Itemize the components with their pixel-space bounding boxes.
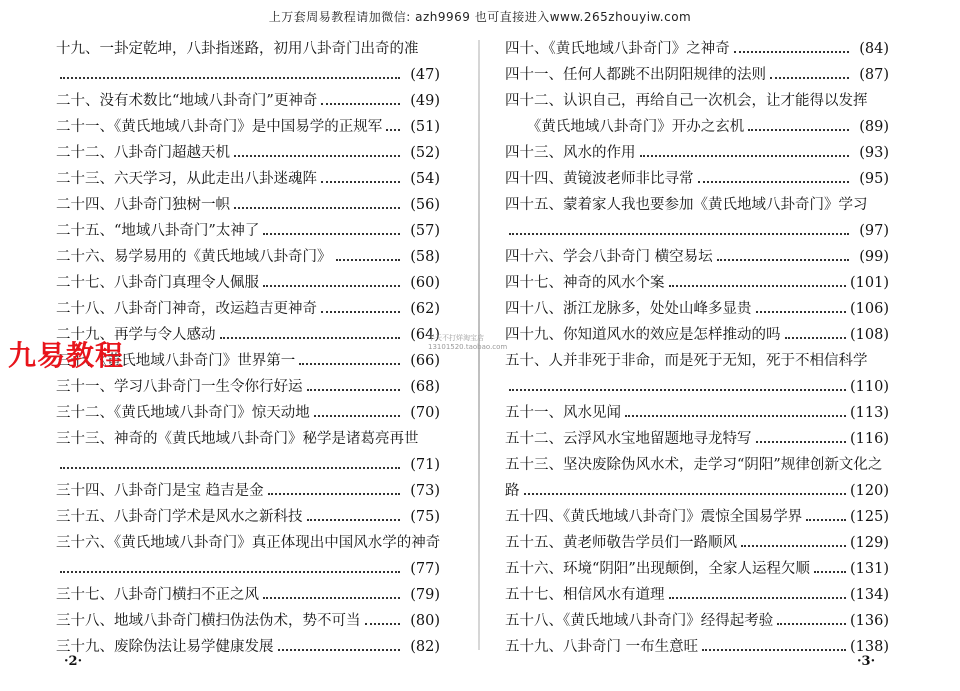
toc-dot-leader	[717, 259, 849, 261]
toc-entry-page: (73)	[410, 483, 440, 499]
toc-entry-title: 五十五、黄老师敬告学员们一路顺风	[505, 535, 737, 551]
toc-entry-page: (136)	[850, 613, 889, 629]
toc-dot-leader	[321, 103, 400, 105]
toc-entry	[56, 218, 440, 244]
toc-entry-page: (62)	[410, 301, 440, 317]
toc-entry-title: 五十三、坚决废除伪风水术，走学习“阴阳”规律创新文化之	[505, 457, 883, 473]
toc-dot-leader	[263, 233, 400, 235]
toc-entry	[505, 582, 889, 608]
toc-entry	[56, 582, 440, 608]
toc-entry-title: 二十三、六天学习，从此走出八卦迷魂阵	[56, 171, 317, 187]
watermark-line: 半天不打烊淘宝店	[428, 334, 484, 342]
toc-entry-page: (79)	[410, 587, 440, 603]
toc-entry	[56, 62, 440, 88]
toc-entry	[56, 608, 440, 634]
right-page-number: ·3·	[857, 654, 876, 669]
toc-entry-page: (54)	[410, 171, 440, 187]
toc-entry-page: (87)	[859, 67, 889, 83]
toc-entry	[505, 36, 889, 62]
toc-dot-leader	[321, 311, 400, 313]
toc-entry-page: (57)	[410, 223, 440, 239]
toc-entry-page: (66)	[410, 353, 440, 369]
toc-dot-leader	[299, 363, 400, 365]
right-page	[505, 36, 889, 660]
toc-entry	[56, 374, 440, 400]
toc-entry-title: 四十二、认识自己，再给自己一次机会，让才能得以发挥	[505, 93, 868, 109]
toc-entry-page: (58)	[410, 249, 440, 265]
toc-dot-leader	[625, 415, 846, 417]
toc-entry-page: (99)	[859, 249, 889, 265]
toc-dot-leader	[770, 77, 849, 79]
toc-entry-title: 四十四、黄镜波老师非比寻常	[505, 171, 694, 187]
toc-entry-page: (101)	[850, 275, 889, 291]
toc-dot-leader	[669, 285, 847, 287]
toc-entry-page: (84)	[859, 41, 889, 57]
toc-entry-title: 三十九、废除伪法让易学健康发展	[56, 639, 274, 655]
toc-entry	[505, 504, 889, 530]
toc-entry	[505, 166, 889, 192]
toc-entry	[56, 504, 440, 530]
toc-entry-page: (64)	[410, 327, 440, 343]
toc-entry	[505, 218, 889, 244]
toc-entry-page: (89)	[859, 119, 889, 135]
toc-dot-leader	[669, 597, 847, 599]
toc-entry-title: 三十八、地域八卦奇门横扫伪法伪术，势不可当	[56, 613, 361, 629]
toc-entry-title: 四十六、学会八卦奇门 横空易坛	[505, 249, 713, 265]
toc-entry	[56, 114, 440, 140]
toc-entry-title: 二十四、八卦奇门独树一帜	[56, 197, 230, 213]
toc-entry-title: 三十三、神奇的《黄氏地域八卦奇门》秘学是诸葛亮再世	[56, 431, 419, 447]
toc-entry-page: (120)	[850, 483, 889, 499]
toc-entry	[505, 426, 889, 452]
toc-entry-title: 五十四、《黄氏地域八卦奇门》震惊全国易学界	[505, 509, 803, 525]
toc-entry-title: 四十三、风水的作用	[505, 145, 636, 161]
toc-entry	[505, 270, 889, 296]
toc-entry	[56, 244, 440, 270]
toc-entry-title: 五十一、风水见闻	[505, 405, 621, 421]
toc-dot-leader	[307, 389, 401, 391]
toc-dot-leader	[278, 649, 401, 651]
toc-dot-leader	[336, 259, 401, 261]
toc-entry-page: (70)	[410, 405, 440, 421]
toc-entry-title: 二十、没有术数比“地域八卦奇门”更神奇	[56, 93, 318, 109]
toc-entry-page: (110)	[850, 379, 889, 395]
toc-entry-page: (51)	[410, 119, 440, 135]
toc-entry	[56, 478, 440, 504]
toc-dot-leader	[234, 155, 400, 157]
toc-dot-leader	[777, 623, 846, 625]
toc-entry-page: (56)	[410, 197, 440, 213]
toc-dot-leader	[307, 519, 401, 521]
toc-entry	[56, 192, 440, 218]
toc-entry-page: (129)	[850, 535, 889, 551]
toc-entry-page: (71)	[410, 457, 440, 473]
toc-dot-leader	[698, 181, 850, 183]
toc-entry-title: 三十五、八卦奇门学术是风水之新科技	[56, 509, 303, 525]
toc-dot-leader	[756, 441, 847, 443]
toc-entry	[505, 244, 889, 270]
toc-entry-page: (75)	[410, 509, 440, 525]
toc-entry-title: 五十、人并非死于非命，而是死于无知，死于不相信科学	[505, 353, 868, 369]
toc-entry-title: 二十二、八卦奇门超越天机	[56, 145, 230, 161]
toc-entry-title: 三十七、八卦奇门横扫不正之风	[56, 587, 259, 603]
toc-entry-page: (68)	[410, 379, 440, 395]
toc-entry	[505, 452, 889, 478]
toc-dot-leader	[365, 623, 401, 625]
toc-entry-page: (77)	[410, 561, 440, 577]
toc-entry-page: (82)	[410, 639, 440, 655]
toc-entry-title: 五十七、相信风水有道理	[505, 587, 665, 603]
toc-entry	[505, 608, 889, 634]
toc-entry	[505, 322, 889, 348]
toc-entry	[56, 270, 440, 296]
toc-dot-leader	[268, 493, 400, 495]
toc-entry	[505, 140, 889, 166]
toc-entry-title: 路	[505, 483, 520, 499]
left-page-number: ·2·	[64, 654, 83, 669]
toc-entry-page: (80)	[410, 613, 440, 629]
toc-entry-title: 十九、一卦定乾坤，八卦指迷路，初用八卦奇门出奇的准	[56, 41, 419, 57]
toc-entry	[56, 296, 440, 322]
toc-entry	[505, 296, 889, 322]
toc-entry	[505, 634, 889, 660]
toc-entry	[505, 114, 889, 140]
toc-entry-title: 《黄氏地域八卦奇门》开办之玄机	[505, 119, 745, 135]
toc-dot-leader	[60, 571, 400, 573]
toc-entry	[505, 374, 889, 400]
toc-dot-leader	[234, 207, 400, 209]
toc-dot-leader	[785, 337, 847, 339]
toc-entry-title: 二十五、“地域八卦奇门”太神了	[56, 223, 260, 239]
toc-entry-title: 三十六、《黄氏地域八卦奇门》真正体现出中国风水学的神奇	[56, 535, 441, 551]
toc-dot-leader	[314, 415, 400, 417]
toc-dot-leader	[263, 285, 400, 287]
toc-entry-page: (93)	[859, 145, 889, 161]
toc-dot-leader	[321, 181, 400, 183]
toc-entry-page: (49)	[410, 93, 440, 109]
toc-entry	[56, 556, 440, 582]
toc-entry-title: 三十二、《黄氏地域八卦奇门》惊天动地	[56, 405, 310, 421]
toc-entry	[56, 530, 440, 556]
toc-dot-leader	[60, 77, 400, 79]
toc-entry-title: 四十七、神奇的风水个案	[505, 275, 665, 291]
toc-dot-leader	[741, 545, 846, 547]
toc-entry	[56, 634, 440, 660]
toc-entry-title: 二十九、再学与令人感动	[56, 327, 216, 343]
toc-dot-leader	[263, 597, 400, 599]
toc-entry-page: (134)	[850, 587, 889, 603]
toc-entry-page: (97)	[859, 223, 889, 239]
toc-entry-title: 五十八、《黄氏地域八卦奇门》经得起考验	[505, 613, 774, 629]
toc-entry	[56, 88, 440, 114]
toc-entry	[505, 88, 889, 114]
toc-dot-leader	[509, 389, 846, 391]
toc-entry	[56, 36, 440, 62]
toc-entry-page: (138)	[850, 639, 889, 655]
toc-entry	[505, 478, 889, 504]
toc-entry	[505, 530, 889, 556]
toc-entry	[56, 140, 440, 166]
toc-dot-leader	[60, 467, 400, 469]
toc-dot-leader	[748, 129, 849, 131]
toc-entry-page: (60)	[410, 275, 440, 291]
toc-dot-leader	[524, 493, 847, 495]
toc-entry-title: 四十一、任何人都跳不出阴阳规律的法则	[505, 67, 766, 83]
toc-entry-title: 四十八、浙江龙脉多，处处山峰多显贵	[505, 301, 752, 317]
toc-dot-leader	[386, 129, 400, 131]
toc-entry-page: (125)	[850, 509, 889, 525]
toc-entry-title: 四十、《黄氏地域八卦奇门》之神奇	[505, 41, 730, 57]
toc-dot-leader	[220, 337, 401, 339]
toc-dot-leader	[509, 233, 849, 235]
toc-entry-title: 三十、《黄氏地域八卦奇门》世界第一	[56, 353, 296, 369]
toc-dot-leader	[640, 155, 850, 157]
toc-entry	[505, 348, 889, 374]
toc-entry-title: 四十九、你知道风水的效应是怎样推动的吗	[505, 327, 781, 343]
toc-entry-page: (52)	[410, 145, 440, 161]
toc-entry	[505, 556, 889, 582]
toc-entry	[56, 426, 440, 452]
toc-entry-page: (113)	[850, 405, 889, 421]
shop-watermark	[428, 334, 507, 352]
promo-header: 上万套周易教程请加微信: azh9969 也可直接进入www.265zhouyiw.com	[268, 10, 692, 24]
toc-entry-title: 三十一、学习八卦奇门一生令你行好运	[56, 379, 303, 395]
toc-dot-leader	[734, 51, 849, 53]
toc-dot-leader	[806, 519, 846, 521]
toc-dot-leader	[814, 571, 846, 573]
toc-entry-title: 五十六、环境“阴阳”出现颠倒，全家人运程欠顺	[505, 561, 810, 577]
toc-entry-page: (131)	[850, 561, 889, 577]
toc-entry	[56, 452, 440, 478]
toc-entry-page: (95)	[859, 171, 889, 187]
toc-entry-title: 四十五、蒙着家人我也要参加《黄氏地域八卦奇门》学习	[505, 197, 868, 213]
toc-dot-leader	[702, 649, 846, 651]
toc-entry-title: 二十八、八卦奇门神奇，改运趋吉更神奇	[56, 301, 317, 317]
toc-entry-title: 二十六、易学易用的《黄氏地域八卦奇门》	[56, 249, 332, 265]
toc-entry-title: 五十二、云浮风水宝地留题地寻龙特写	[505, 431, 752, 447]
toc-entry-title: 二十七、八卦奇门真理令人佩服	[56, 275, 259, 291]
watermark-line: 13101520.taobao.com	[428, 343, 508, 351]
toc-entry-title: 五十九、八卦奇门 一布生意旺	[505, 639, 699, 655]
toc-dot-leader	[756, 311, 847, 313]
toc-entry-title: 二十一、《黄氏地域八卦奇门》是中国易学的正规军	[56, 119, 383, 135]
toc-entry-page: (106)	[850, 301, 889, 317]
toc-entry-page: (108)	[850, 327, 889, 343]
toc-entry-page: (116)	[850, 431, 889, 447]
toc-entry	[505, 62, 889, 88]
toc-entry-page: (47)	[410, 67, 440, 83]
toc-entry-title: 三十四、八卦奇门是宝 趋吉是金	[56, 483, 264, 499]
watermark-stamp: 九易教程	[8, 339, 125, 372]
toc-entry	[505, 400, 889, 426]
toc-entry	[56, 166, 440, 192]
toc-entry	[505, 192, 889, 218]
toc-entry	[56, 400, 440, 426]
